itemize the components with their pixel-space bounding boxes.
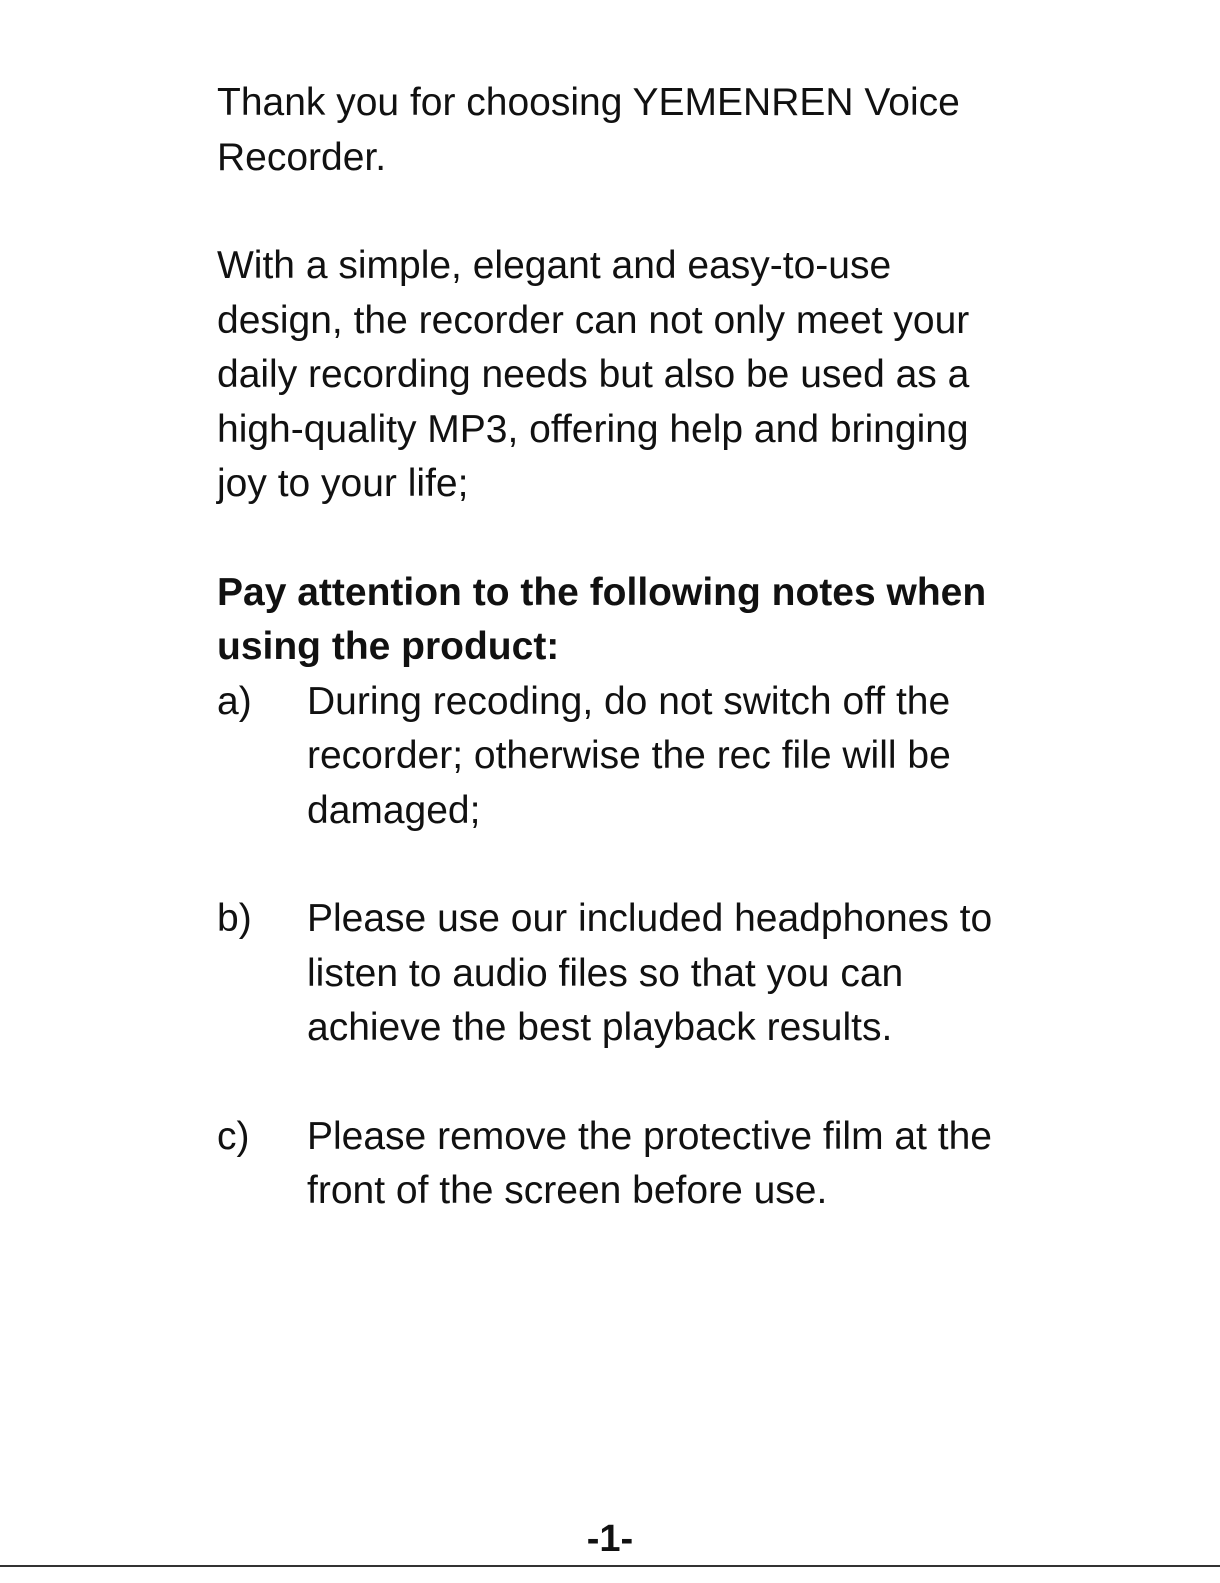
note-marker: b) xyxy=(217,897,252,940)
note-marker: c) xyxy=(217,1114,250,1158)
description-paragraph: With a simple, elegant and easy-to-use design, the recorder can not only meet your daily recording needs but also be used as a high-quality MP3, offering help and bringing joy to your life; xyxy=(217,244,970,505)
note-item-c xyxy=(217,1110,1007,1219)
page-content xyxy=(217,76,1007,1219)
bottom-rule xyxy=(0,1565,1220,1567)
note-text: Please use our included headphones to listen to audio files so that you can achieve the best playback results. xyxy=(307,897,993,1049)
note-text: During recoding, do not switch off the recorder; otherwise the rec file will be damaged; xyxy=(307,679,951,832)
note-text: Please remove the protective film at the front of the screen before use. xyxy=(307,1114,992,1212)
note-marker: a) xyxy=(217,679,252,723)
intro-paragraph: Thank you for choosing YEMENREN Voice Recorder. xyxy=(217,81,960,179)
note-item-a xyxy=(217,675,1007,839)
notes-heading: Pay attention to the following notes when using the product: xyxy=(217,570,987,668)
note-item-b xyxy=(217,892,1007,1056)
page-number: -1- xyxy=(586,1518,634,1560)
